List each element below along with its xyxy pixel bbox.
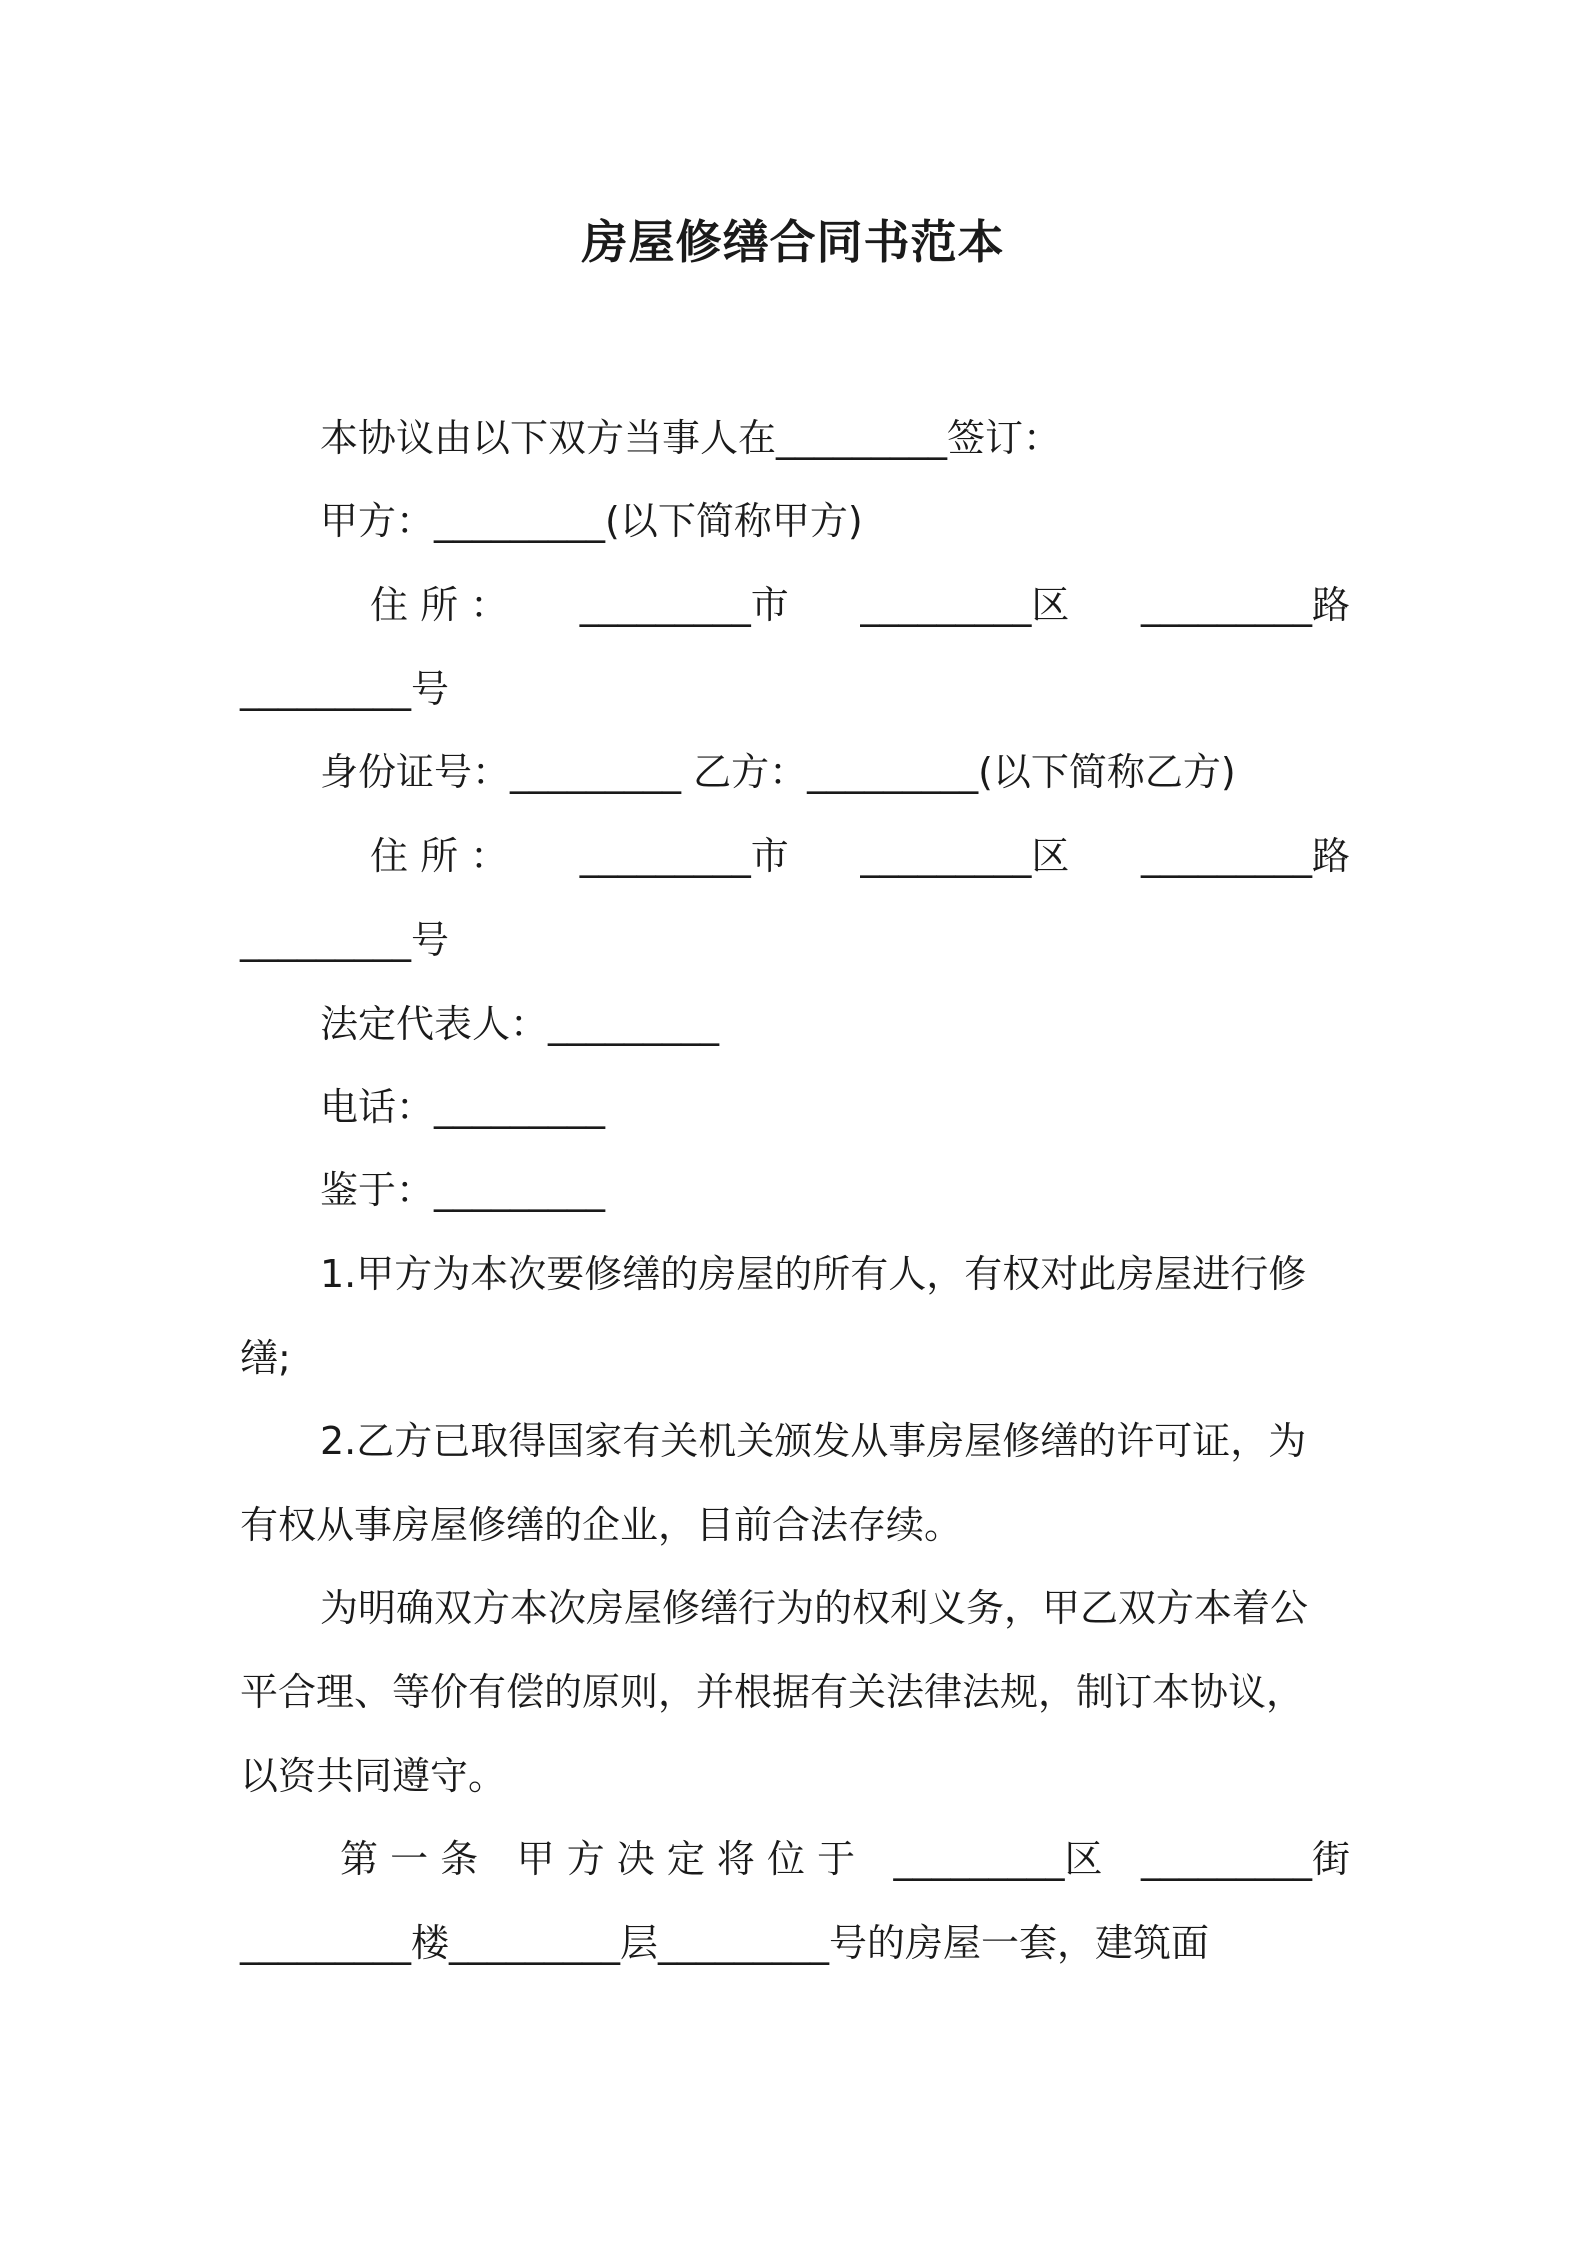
address-city: _________市 xyxy=(579,583,789,627)
article-label: 第 一 条 xyxy=(340,1837,479,1881)
address-road: _________路 xyxy=(1140,834,1350,878)
address-district: _________区 xyxy=(860,834,1070,878)
text-line: 为明确双方本次房屋修缮行为的权利义务，甲乙双方本着公 xyxy=(320,1586,1309,1630)
text-line: 本协议由以下双方当事人在_________签订： xyxy=(320,416,1062,460)
text-line: 缮; xyxy=(240,1336,291,1380)
text-line: 电话：_________ xyxy=(320,1085,606,1129)
text-line: _________号 xyxy=(240,667,450,711)
address-district: _________区 xyxy=(860,583,1070,627)
text-line: 法定代表人：_________ xyxy=(320,1002,720,1046)
article-district: _________区 xyxy=(893,1837,1103,1881)
text-line: 平合理、等价有偿的原则，并根据有关法律法规，制订本协议， xyxy=(240,1670,1305,1714)
text-line: 鉴于：_________ xyxy=(320,1168,606,1212)
address-label: 住 所 ： xyxy=(370,834,509,878)
article-street: _________街 xyxy=(1140,1837,1350,1881)
article-text: 甲 方 决 定 将 位 于 xyxy=(516,1837,856,1881)
document-title: 房屋修缮合同书范本 xyxy=(581,215,1005,269)
text-line: _________号 xyxy=(240,918,450,962)
article-1-line xyxy=(340,1831,1350,1887)
address-label: 住 所 ： xyxy=(370,583,509,627)
text-line: 1.甲方为本次要修缮的房屋的所有人，有权对此房屋进行修 xyxy=(320,1252,1307,1296)
text-line: 以资共同遵守。 xyxy=(240,1754,507,1798)
text-line: 甲方：_________(以下简称甲方) xyxy=(320,499,863,543)
address-city: _________市 xyxy=(579,834,789,878)
text-line: 2.乙方已取得国家有关机关颁发从事房屋修缮的许可证，为 xyxy=(320,1419,1307,1463)
address-line-party-b xyxy=(370,828,1350,884)
text-line: 有权从事房屋修缮的企业，目前合法存续。 xyxy=(240,1503,963,1547)
text-line: _________楼_________层_________号的房屋一套，建筑面 xyxy=(240,1921,1210,1965)
address-road: _________路 xyxy=(1140,583,1350,627)
text-line: 身份证号：_________ 乙方：_________(以下简称乙方) xyxy=(320,750,1236,794)
address-line-party-a xyxy=(370,577,1350,633)
